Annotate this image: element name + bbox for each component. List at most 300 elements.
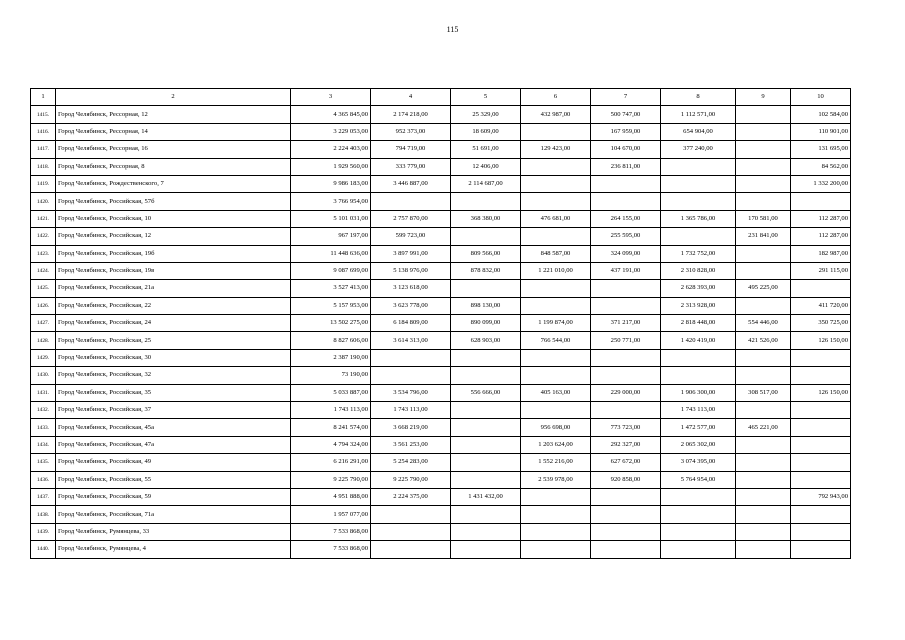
value-cell: 1 929 560,00: [291, 158, 371, 175]
value-cell: 308 517,00: [736, 384, 791, 401]
value-cell: 2 310 828,00: [661, 262, 736, 279]
row-number: 1424.: [31, 262, 56, 279]
row-number: 1427.: [31, 315, 56, 332]
table-row: [31, 280, 851, 297]
value-cell: [736, 262, 791, 279]
row-number: 1433.: [31, 419, 56, 436]
value-cell: 5 254 283,00: [371, 454, 451, 471]
table-row: [31, 506, 851, 523]
value-cell: [371, 541, 451, 558]
value-cell: 324 099,00: [591, 245, 661, 262]
address-cell: Город Челябинск, Российская, 59: [56, 488, 291, 505]
value-cell: 967 197,00: [291, 228, 371, 245]
table-row: [31, 297, 851, 314]
value-cell: [371, 506, 451, 523]
value-cell: 291 115,00: [791, 262, 851, 279]
value-cell: [791, 523, 851, 540]
row-number: 1416.: [31, 123, 56, 140]
row-number: 1431.: [31, 384, 56, 401]
value-cell: 264 155,00: [591, 210, 661, 227]
value-cell: 51 691,00: [451, 141, 521, 158]
address-cell: Город Челябинск, Румянцева, 4: [56, 541, 291, 558]
value-cell: 956 698,00: [521, 419, 591, 436]
value-cell: [521, 123, 591, 140]
value-cell: [451, 506, 521, 523]
column-header: 8: [661, 89, 736, 106]
value-cell: 952 373,00: [371, 123, 451, 140]
value-cell: [791, 402, 851, 419]
value-cell: [521, 367, 591, 384]
value-cell: 84 562,00: [791, 158, 851, 175]
table-row: [31, 228, 851, 245]
value-cell: 292 327,00: [591, 436, 661, 453]
value-cell: 236 811,00: [591, 158, 661, 175]
table-row: [31, 471, 851, 488]
value-cell: [371, 367, 451, 384]
value-cell: 3 614 313,00: [371, 332, 451, 349]
value-cell: [591, 488, 661, 505]
value-cell: [661, 367, 736, 384]
table-row: [31, 175, 851, 192]
address-cell: Город Челябинск, Российская, 10: [56, 210, 291, 227]
value-cell: [451, 402, 521, 419]
row-number: 1438.: [31, 506, 56, 523]
value-cell: 2 628 393,00: [661, 280, 736, 297]
value-cell: 12 406,00: [451, 158, 521, 175]
value-cell: [451, 367, 521, 384]
table-row: [31, 402, 851, 419]
value-cell: 1 743 113,00: [291, 402, 371, 419]
value-cell: [736, 245, 791, 262]
table-row: [31, 193, 851, 210]
value-cell: [591, 402, 661, 419]
value-cell: [791, 193, 851, 210]
value-cell: 170 581,00: [736, 210, 791, 227]
value-cell: [591, 297, 661, 314]
value-cell: [661, 488, 736, 505]
value-cell: 377 240,00: [661, 141, 736, 158]
value-cell: [736, 123, 791, 140]
value-cell: [736, 471, 791, 488]
value-cell: 110 901,00: [791, 123, 851, 140]
value-cell: 102 584,00: [791, 106, 851, 123]
row-number: 1422.: [31, 228, 56, 245]
value-cell: [591, 193, 661, 210]
address-cell: Город Челябинск, Российская, 49: [56, 454, 291, 471]
value-cell: 556 666,00: [451, 384, 521, 401]
value-cell: 476 681,00: [521, 210, 591, 227]
value-cell: 4 951 888,00: [291, 488, 371, 505]
value-cell: [736, 541, 791, 558]
value-cell: [451, 471, 521, 488]
value-cell: [591, 280, 661, 297]
value-cell: 231 841,00: [736, 228, 791, 245]
value-cell: [661, 523, 736, 540]
row-number: 1429.: [31, 349, 56, 366]
value-cell: [451, 454, 521, 471]
value-cell: 5 157 953,00: [291, 297, 371, 314]
value-cell: 1 906 300,00: [661, 384, 736, 401]
value-cell: 2 065 302,00: [661, 436, 736, 453]
row-number: 1432.: [31, 402, 56, 419]
address-cell: Город Челябинск, Российская, 30: [56, 349, 291, 366]
value-cell: 3 229 053,00: [291, 123, 371, 140]
value-cell: [521, 506, 591, 523]
value-cell: 167 959,00: [591, 123, 661, 140]
value-cell: 465 221,00: [736, 419, 791, 436]
row-number: 1430.: [31, 367, 56, 384]
value-cell: 773 723,00: [591, 419, 661, 436]
value-cell: 25 329,00: [451, 106, 521, 123]
value-cell: [791, 349, 851, 366]
address-cell: Город Челябинск, Российская, 71а: [56, 506, 291, 523]
address-cell: Город Челябинск, Румянцева, 33: [56, 523, 291, 540]
value-cell: 3 074 395,00: [661, 454, 736, 471]
value-cell: [791, 280, 851, 297]
value-cell: [736, 402, 791, 419]
address-cell: Город Челябинск, Российская, 19в: [56, 262, 291, 279]
value-cell: 8 241 574,00: [291, 419, 371, 436]
value-cell: [371, 349, 451, 366]
value-cell: 848 587,00: [521, 245, 591, 262]
value-cell: 1 552 216,00: [521, 454, 591, 471]
value-cell: 6 184 809,00: [371, 315, 451, 332]
value-cell: [791, 541, 851, 558]
value-cell: 3 766 954,00: [291, 193, 371, 210]
value-cell: 1 332 200,00: [791, 175, 851, 192]
value-cell: [791, 436, 851, 453]
value-cell: [736, 367, 791, 384]
value-cell: 131 695,00: [791, 141, 851, 158]
value-cell: [591, 541, 661, 558]
value-cell: 792 943,00: [791, 488, 851, 505]
value-cell: [661, 228, 736, 245]
row-number: 1426.: [31, 297, 56, 314]
table-row: [31, 315, 851, 332]
value-cell: 112 287,00: [791, 210, 851, 227]
value-cell: 411 720,00: [791, 297, 851, 314]
value-cell: [451, 280, 521, 297]
value-cell: [736, 454, 791, 471]
value-cell: 794 719,00: [371, 141, 451, 158]
value-cell: 1 112 571,00: [661, 106, 736, 123]
value-cell: 1 743 113,00: [661, 402, 736, 419]
value-cell: 11 448 636,00: [291, 245, 371, 262]
table-row: [31, 106, 851, 123]
value-cell: [736, 297, 791, 314]
value-cell: 3 897 991,00: [371, 245, 451, 262]
value-cell: 627 672,00: [591, 454, 661, 471]
value-cell: [791, 454, 851, 471]
value-cell: 2 539 978,00: [521, 471, 591, 488]
value-cell: 333 779,00: [371, 158, 451, 175]
table-row: [31, 436, 851, 453]
row-number: 1437.: [31, 488, 56, 505]
value-cell: [521, 158, 591, 175]
table-row: [31, 454, 851, 471]
header-row: [31, 89, 851, 106]
value-cell: [736, 523, 791, 540]
table-body: [31, 106, 851, 558]
value-cell: 3 561 253,00: [371, 436, 451, 453]
value-cell: 73 190,00: [291, 367, 371, 384]
value-cell: 2 114 687,00: [451, 175, 521, 192]
table-row: [31, 523, 851, 540]
value-cell: 371 217,00: [591, 315, 661, 332]
value-cell: [736, 175, 791, 192]
value-cell: 898 130,00: [451, 297, 521, 314]
value-cell: 4 794 324,00: [291, 436, 371, 453]
value-cell: 104 670,00: [591, 141, 661, 158]
address-cell: Город Челябинск, Российская, 12: [56, 228, 291, 245]
value-cell: 1 472 577,00: [661, 419, 736, 436]
value-cell: 1 199 874,00: [521, 315, 591, 332]
value-cell: [791, 419, 851, 436]
value-cell: [451, 523, 521, 540]
column-header: 4: [371, 89, 451, 106]
value-cell: [451, 436, 521, 453]
value-cell: 126 150,00: [791, 384, 851, 401]
value-cell: 250 771,00: [591, 332, 661, 349]
value-cell: 3 534 796,00: [371, 384, 451, 401]
value-cell: [661, 158, 736, 175]
value-cell: 9 986 183,00: [291, 175, 371, 192]
address-cell: Город Челябинск, Российская, 35: [56, 384, 291, 401]
value-cell: [371, 523, 451, 540]
value-cell: 2 224 403,00: [291, 141, 371, 158]
value-cell: 1 732 752,00: [661, 245, 736, 262]
address-cell: Город Челябинск, Рессорная, 16: [56, 141, 291, 158]
value-cell: [521, 349, 591, 366]
value-cell: 5 764 954,00: [661, 471, 736, 488]
value-cell: 8 827 606,00: [291, 332, 371, 349]
value-cell: 1 221 010,00: [521, 262, 591, 279]
value-cell: 2 387 190,00: [291, 349, 371, 366]
column-header: 7: [591, 89, 661, 106]
row-number: 1434.: [31, 436, 56, 453]
value-cell: 554 446,00: [736, 315, 791, 332]
value-cell: 350 725,00: [791, 315, 851, 332]
address-cell: Город Челябинск, Российская, 37: [56, 402, 291, 419]
value-cell: 2 313 928,00: [661, 297, 736, 314]
value-cell: 3 668 219,00: [371, 419, 451, 436]
value-cell: 229 000,00: [591, 384, 661, 401]
address-cell: Город Челябинск, Российская, 24: [56, 315, 291, 332]
row-number: 1436.: [31, 471, 56, 488]
value-cell: 654 904,00: [661, 123, 736, 140]
value-cell: 2 224 375,00: [371, 488, 451, 505]
value-cell: 1 743 113,00: [371, 402, 451, 419]
table-row: [31, 488, 851, 505]
column-header: 6: [521, 89, 591, 106]
value-cell: [591, 523, 661, 540]
value-cell: 405 163,00: [521, 384, 591, 401]
table-row: [31, 141, 851, 158]
row-number: 1421.: [31, 210, 56, 227]
value-cell: [791, 367, 851, 384]
value-cell: [521, 488, 591, 505]
row-number: 1419.: [31, 175, 56, 192]
address-cell: Город Челябинск, Российская, 25: [56, 332, 291, 349]
value-cell: [736, 488, 791, 505]
value-cell: 421 526,00: [736, 332, 791, 349]
value-cell: [591, 506, 661, 523]
value-cell: [791, 471, 851, 488]
value-cell: 766 544,00: [521, 332, 591, 349]
address-cell: Город Челябинск, Российская, 21а: [56, 280, 291, 297]
value-cell: [521, 175, 591, 192]
table-row: [31, 349, 851, 366]
value-cell: [791, 506, 851, 523]
address-cell: Город Челябинск, Российская, 57б: [56, 193, 291, 210]
table-row: [31, 367, 851, 384]
value-cell: [451, 541, 521, 558]
value-cell: 7 533 868,00: [291, 541, 371, 558]
value-cell: 3 623 778,00: [371, 297, 451, 314]
column-header: 9: [736, 89, 791, 106]
row-number: 1425.: [31, 280, 56, 297]
value-cell: [661, 193, 736, 210]
address-cell: Город Челябинск, Российская, 19б: [56, 245, 291, 262]
table-row: [31, 158, 851, 175]
table-row: [31, 262, 851, 279]
column-header: 5: [451, 89, 521, 106]
value-cell: [736, 506, 791, 523]
value-cell: 878 832,00: [451, 262, 521, 279]
column-header: 10: [791, 89, 851, 106]
value-cell: [521, 297, 591, 314]
value-cell: 368 380,00: [451, 210, 521, 227]
value-cell: 2 757 870,00: [371, 210, 451, 227]
value-cell: 495 225,00: [736, 280, 791, 297]
value-cell: 255 595,00: [591, 228, 661, 245]
value-cell: 2 174 218,00: [371, 106, 451, 123]
value-cell: [736, 106, 791, 123]
value-cell: [371, 193, 451, 210]
value-cell: 5 033 887,00: [291, 384, 371, 401]
row-number: 1439.: [31, 523, 56, 540]
value-cell: [661, 175, 736, 192]
value-cell: 2 818 448,00: [661, 315, 736, 332]
value-cell: 920 858,00: [591, 471, 661, 488]
value-cell: 182 987,00: [791, 245, 851, 262]
value-cell: [736, 193, 791, 210]
value-cell: [521, 280, 591, 297]
value-cell: [451, 419, 521, 436]
value-cell: 9 225 790,00: [291, 471, 371, 488]
address-cell: Город Челябинск, Российская, 32: [56, 367, 291, 384]
value-cell: [451, 349, 521, 366]
value-cell: 1 431 432,00: [451, 488, 521, 505]
table-row: [31, 245, 851, 262]
column-header: 2: [56, 89, 291, 106]
row-number: 1440.: [31, 541, 56, 558]
value-cell: 5 101 031,00: [291, 210, 371, 227]
row-number: 1428.: [31, 332, 56, 349]
value-cell: [521, 523, 591, 540]
value-cell: 500 747,00: [591, 106, 661, 123]
table-row: [31, 123, 851, 140]
table-row: [31, 332, 851, 349]
value-cell: 13 502 275,00: [291, 315, 371, 332]
value-cell: 432 987,00: [521, 106, 591, 123]
address-cell: Город Челябинск, Российская, 47а: [56, 436, 291, 453]
value-cell: 890 099,00: [451, 315, 521, 332]
value-cell: 599 723,00: [371, 228, 451, 245]
row-number: 1423.: [31, 245, 56, 262]
value-cell: [521, 541, 591, 558]
value-cell: 628 903,00: [451, 332, 521, 349]
value-cell: 4 365 845,00: [291, 106, 371, 123]
value-cell: 126 150,00: [791, 332, 851, 349]
row-number: 1418.: [31, 158, 56, 175]
page-number: 115: [446, 25, 459, 34]
value-cell: [591, 175, 661, 192]
column-header: 3: [291, 89, 371, 106]
table-row: [31, 210, 851, 227]
address-cell: Город Челябинск, Российская, 22: [56, 297, 291, 314]
row-number: 1417.: [31, 141, 56, 158]
value-cell: [451, 228, 521, 245]
value-cell: 1 365 786,00: [661, 210, 736, 227]
value-cell: 6 216 291,00: [291, 454, 371, 471]
row-number: 1435.: [31, 454, 56, 471]
value-cell: 5 138 976,00: [371, 262, 451, 279]
table-row: [31, 384, 851, 401]
value-cell: [521, 402, 591, 419]
value-cell: 18 609,00: [451, 123, 521, 140]
row-number: 1415.: [31, 106, 56, 123]
value-cell: [661, 541, 736, 558]
address-cell: Город Челябинск, Российская, 45а: [56, 419, 291, 436]
value-cell: [521, 228, 591, 245]
value-cell: [661, 506, 736, 523]
address-cell: Город Челябинск, Рессорная, 12: [56, 106, 291, 123]
value-cell: [736, 436, 791, 453]
value-cell: 7 533 868,00: [291, 523, 371, 540]
value-cell: 112 287,00: [791, 228, 851, 245]
value-cell: [521, 193, 591, 210]
value-cell: 129 423,00: [521, 141, 591, 158]
value-cell: 1 957 077,00: [291, 506, 371, 523]
value-cell: 809 566,00: [451, 245, 521, 262]
address-cell: Город Челябинск, Рессорная, 14: [56, 123, 291, 140]
value-cell: 437 191,00: [591, 262, 661, 279]
value-cell: 3 123 618,00: [371, 280, 451, 297]
value-cell: [451, 193, 521, 210]
value-cell: 9 225 790,00: [371, 471, 451, 488]
value-cell: 1 420 419,00: [661, 332, 736, 349]
value-cell: [736, 158, 791, 175]
value-cell: [661, 349, 736, 366]
value-cell: 9 087 699,00: [291, 262, 371, 279]
value-cell: [591, 349, 661, 366]
data-table: [30, 88, 851, 559]
address-cell: Город Челябинск, Рождественского, 7: [56, 175, 291, 192]
value-cell: 3 446 887,00: [371, 175, 451, 192]
address-cell: Город Челябинск, Рессорная, 8: [56, 158, 291, 175]
address-cell: Город Челябинск, Российская, 55: [56, 471, 291, 488]
table-row: [31, 541, 851, 558]
value-cell: [591, 367, 661, 384]
row-number: 1420.: [31, 193, 56, 210]
column-header: 1: [31, 89, 56, 106]
table-row: [31, 419, 851, 436]
value-cell: [736, 349, 791, 366]
value-cell: [736, 141, 791, 158]
value-cell: 1 203 624,00: [521, 436, 591, 453]
value-cell: 3 527 413,00: [291, 280, 371, 297]
